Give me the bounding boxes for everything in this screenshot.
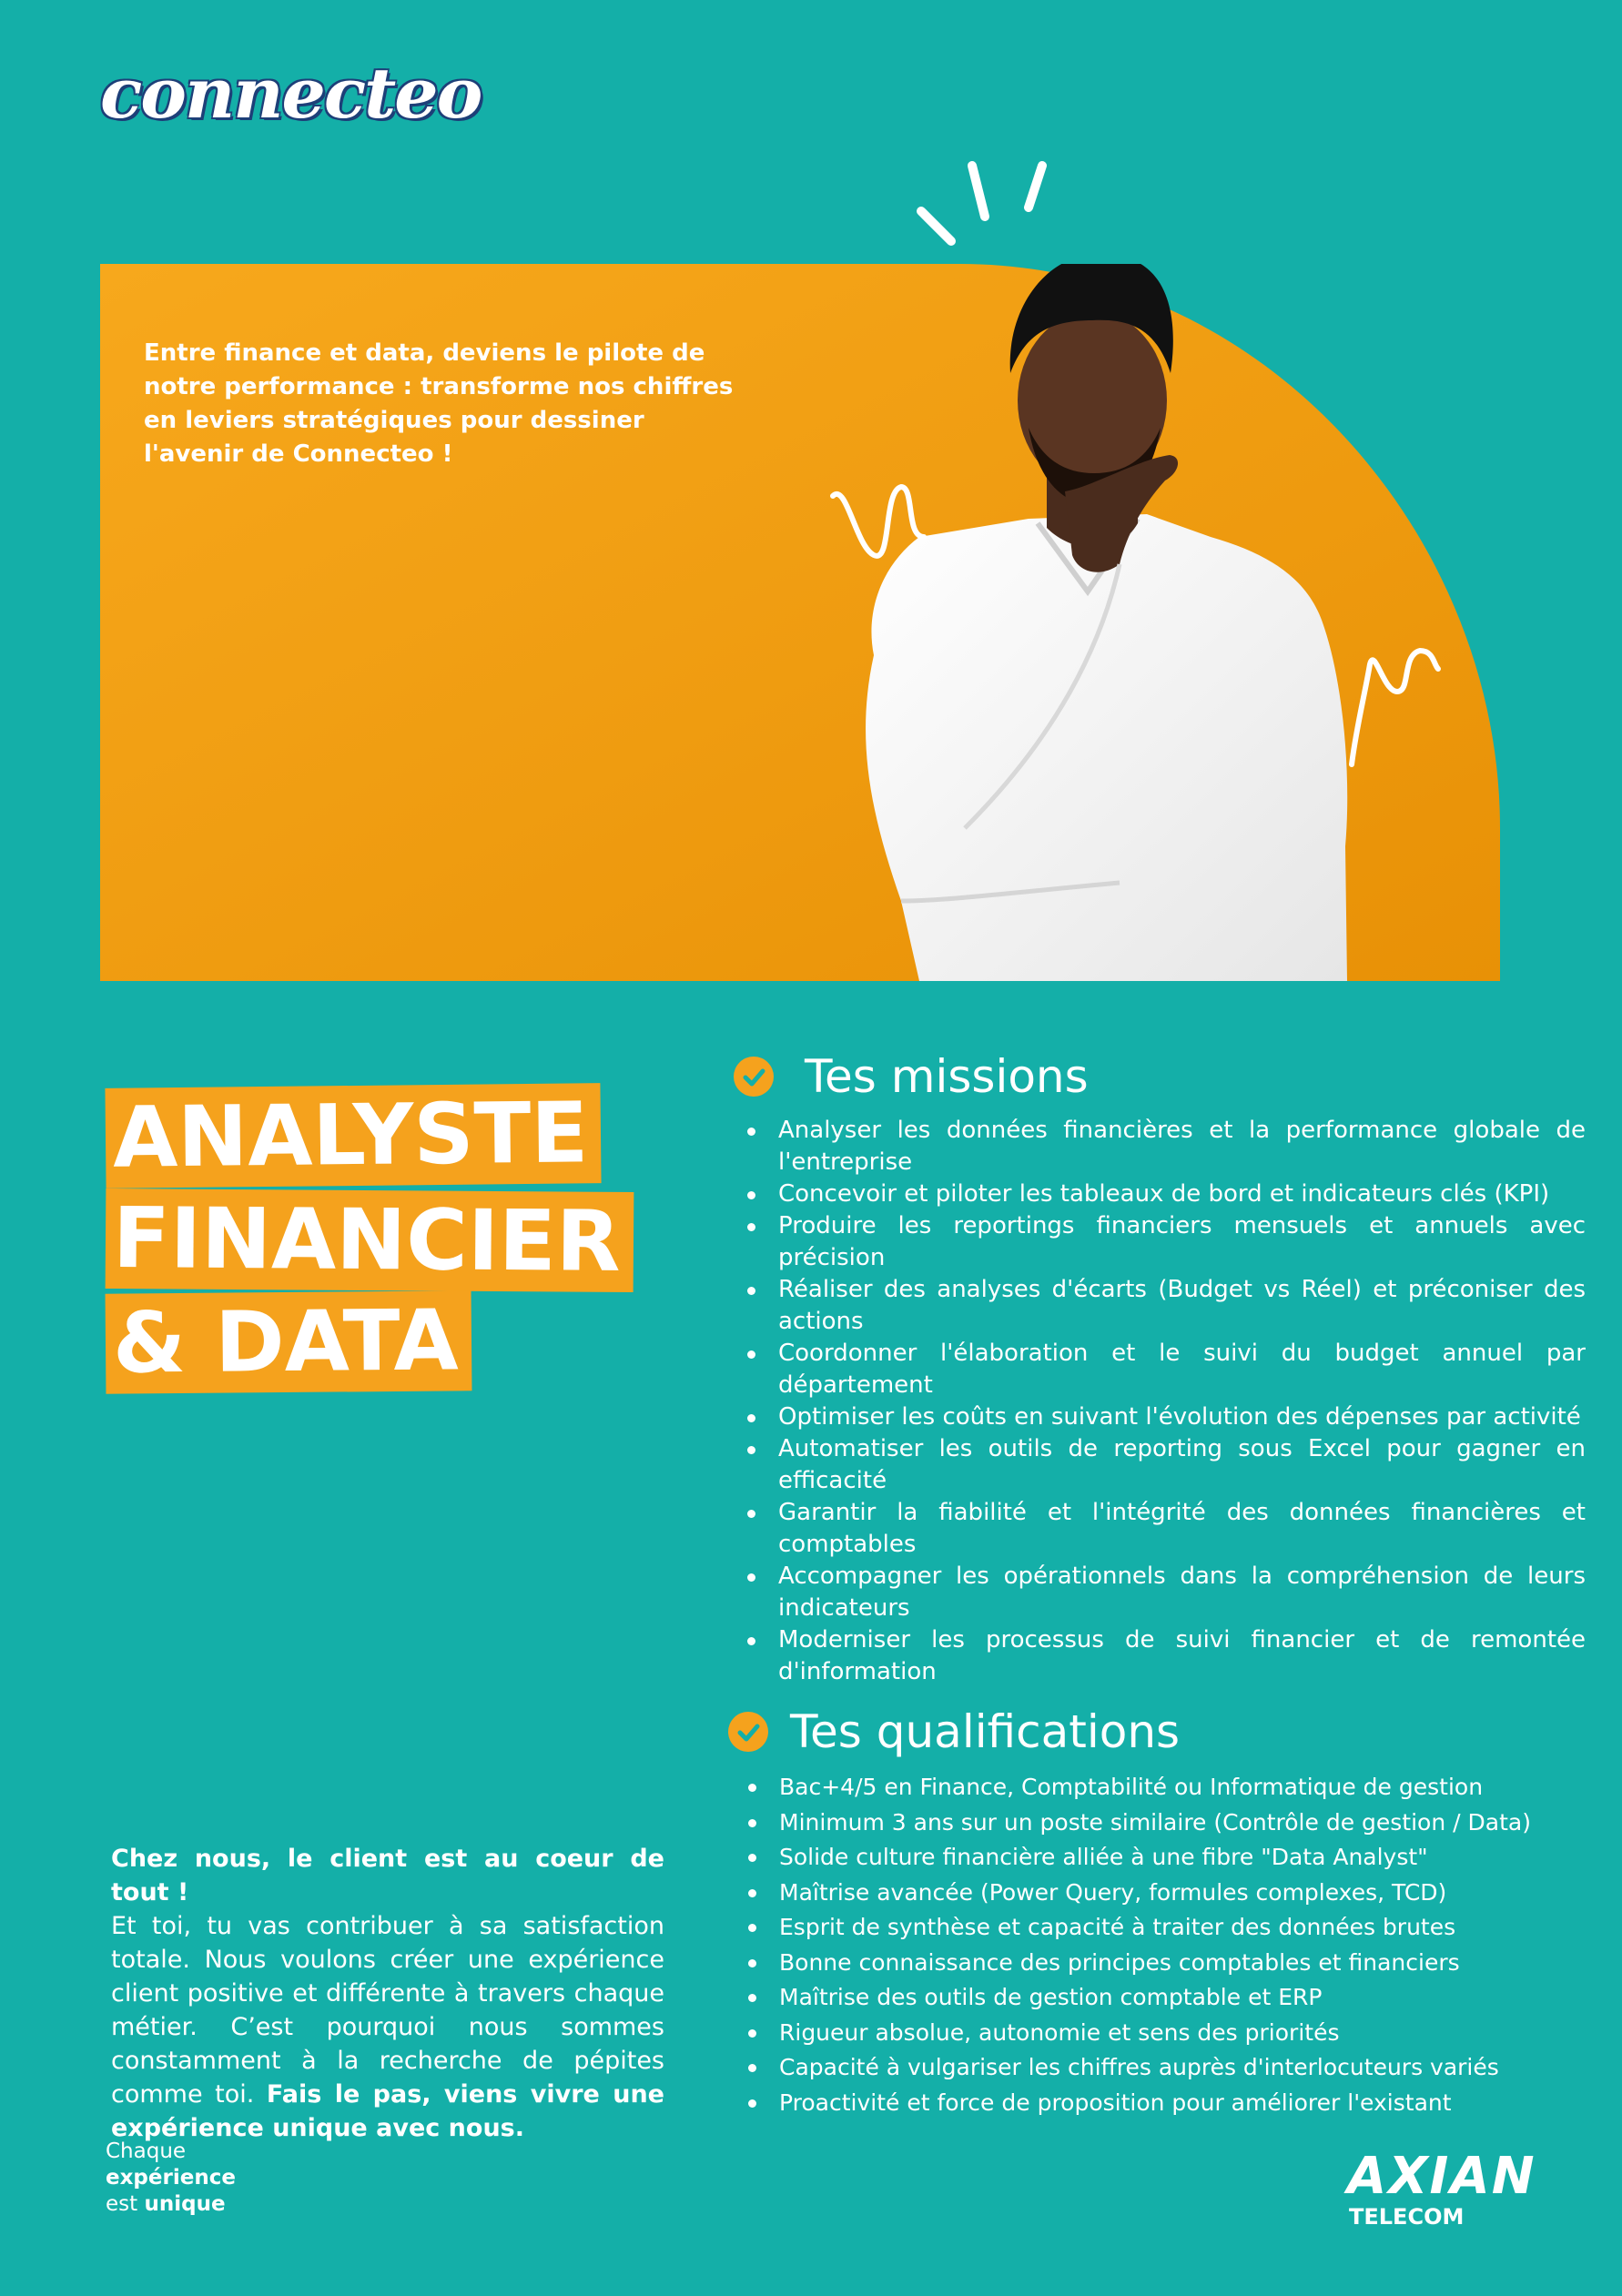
partner-name: AXIAN xyxy=(1347,2147,1536,2206)
list-item: Coordonner l'élaboration et le suivi du budget annuel par département xyxy=(778,1338,1586,1401)
list-item: Produire les reportings financiers mensuels et annuels avec précision xyxy=(778,1210,1586,1274)
list-item: Maîtrise des outils de gestion comptable et ERP xyxy=(779,1980,1593,2016)
list-item: Analyser les données financières et la performance globale de l'entreprise xyxy=(778,1115,1586,1178)
list-item: Proactivité et force de proposition pour améliorer l'existant xyxy=(779,2086,1593,2121)
list-item: Concevoir et piloter les tableaux de bord et indicateurs clés (KPI) xyxy=(778,1178,1586,1210)
list-item: Moderniser les processus de suivi financier et de remontée d'information xyxy=(778,1624,1586,1688)
list-item: Optimiser les coûts en suivant l'évolution des dépenses par activité xyxy=(778,1401,1586,1433)
list-item: Bonne connaissance des principes comptables et financiers xyxy=(779,1946,1593,1981)
slogan-line-1: Chaque xyxy=(106,2139,187,2163)
missions-header xyxy=(734,1049,1586,1104)
qualifications-header xyxy=(728,1704,1593,1759)
list-item: Solide culture financière alliée à une fibre "Data Analyst" xyxy=(779,1840,1593,1876)
list-item: Accompagner les opérationnels dans la compréhension de leurs indicateurs xyxy=(778,1561,1586,1624)
about-body: Et toi, tu vas contribuer à sa satisfaction totale. Nous voulons créer une expérience client positive et différente à travers chaque métier. C’est pourquoi nous sommes constamment à la recherche de pépites comme toi. xyxy=(111,1912,664,2109)
about-paragraph xyxy=(111,1842,664,2145)
logo-wordmark: connecteo xyxy=(100,53,482,134)
slogan xyxy=(106,2139,236,2218)
about-lead: Chez nous, le client est au coeur de tout ! xyxy=(111,1845,664,1907)
job-title-line-2: FINANCIER xyxy=(106,1188,634,1292)
missions-section xyxy=(734,1049,1586,1688)
slogan-line-3-bold: unique xyxy=(144,2192,226,2216)
partner-sub: TELECOM xyxy=(1349,2204,1465,2230)
slogan-line-3-prefix: est xyxy=(106,2192,138,2216)
check-circle-icon xyxy=(734,1057,774,1097)
slogan-line-3 xyxy=(106,2191,236,2218)
list-item: Réaliser des analyses d'écarts (Budget vs Réel) et préconiser des actions xyxy=(778,1274,1586,1338)
missions-list xyxy=(734,1115,1586,1688)
brand-logo xyxy=(100,53,482,135)
list-item: Bac+4/5 en Finance, Comptabilité ou Informatique de gestion xyxy=(779,1770,1593,1805)
job-title-line-3: & DATA xyxy=(106,1290,471,1393)
list-item: Garantir la fiabilité et l'intégrité des données financières et comptables xyxy=(778,1497,1586,1561)
list-item: Minimum 3 ans sur un poste similaire (Contrôle de gestion / Data) xyxy=(779,1805,1593,1841)
qualifications-list xyxy=(728,1770,1593,2120)
list-item: Rigueur absolue, autonomie et sens des priorités xyxy=(779,2016,1593,2051)
qualifications-title: Tes qualifications xyxy=(790,1705,1181,1758)
about-closing: Fais le pas, viens vivre une expérience unique avec nous. xyxy=(111,2080,664,2142)
list-item: Capacité à vulgariser les chiffres auprès d'interlocuteurs variés xyxy=(779,2050,1593,2086)
job-title-line-1: ANALYSTE xyxy=(105,1083,601,1188)
list-item: Esprit de synthèse et capacité à traiter des données brutes xyxy=(779,1910,1593,1946)
hero-banner xyxy=(100,264,1500,981)
list-item: Automatiser les outils de reporting sous Excel pour gagner en efficacité xyxy=(778,1433,1586,1497)
sparkle-icon xyxy=(910,155,1074,264)
person-shirt xyxy=(866,514,1347,981)
missions-title: Tes missions xyxy=(805,1050,1089,1103)
slogan-line-2: expérience xyxy=(106,2166,236,2190)
check-circle-icon xyxy=(728,1712,768,1752)
partner-logo xyxy=(1347,2147,1536,2230)
qualifications-section xyxy=(728,1704,1593,2120)
list-item: Maîtrise avancée (Power Query, formules complexes, TCD) xyxy=(779,1876,1593,1911)
hero-tagline: Entre finance et data, deviens le pilote de notre performance : transforme nos chiffres en leviers stratégiques pour dessiner l'avenir de Connecteo ! xyxy=(144,339,734,468)
